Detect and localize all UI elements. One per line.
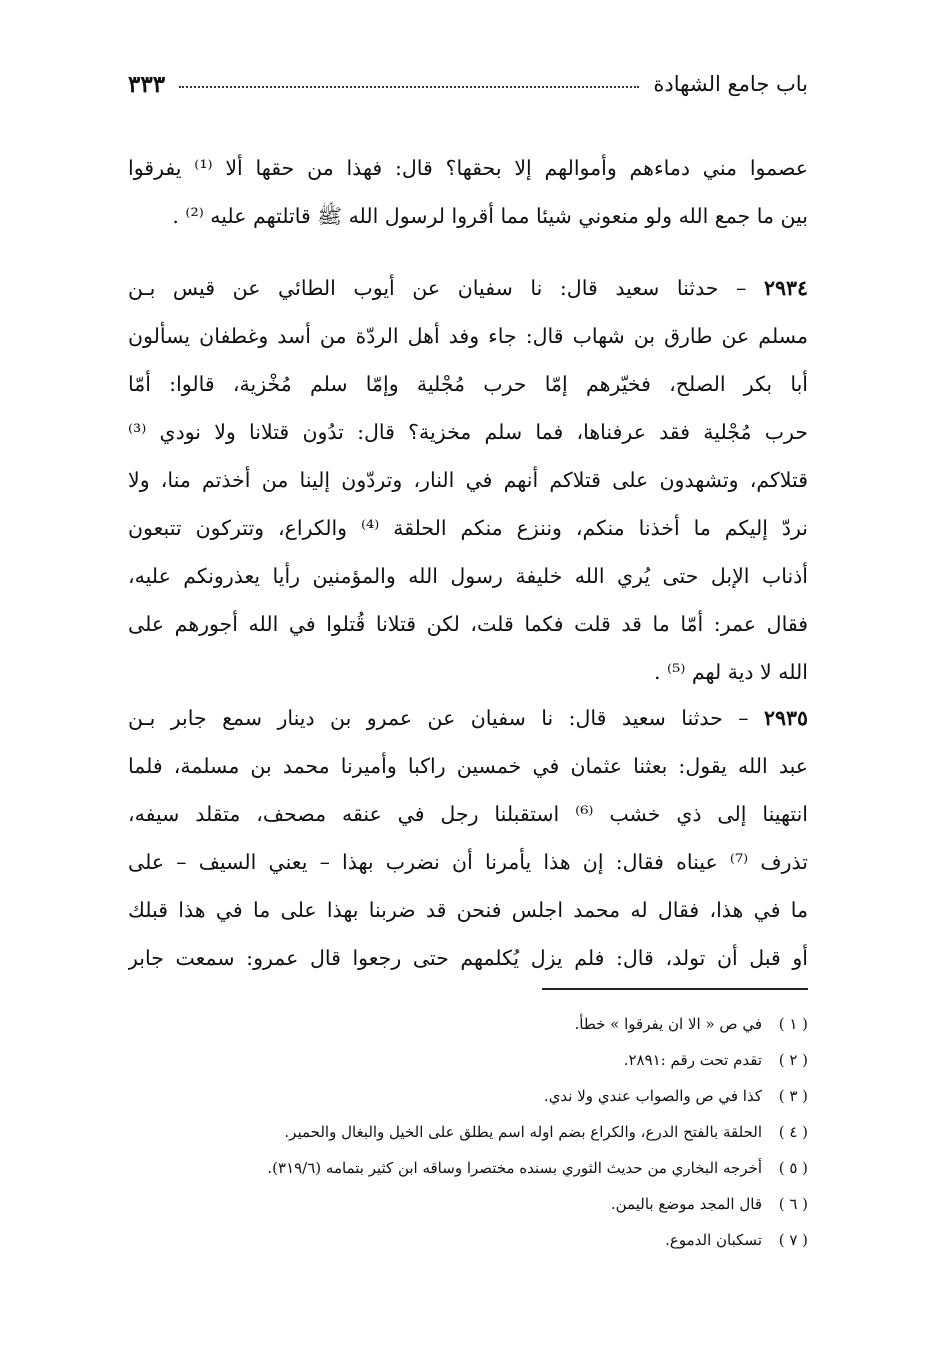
hadith-2934: [128, 264, 808, 696]
text-line: نردّ إليكم ما أخذنا منكم، وننزع منكم الحلقة ⁽⁴⁾ والكراع، وتتركون تتبعون: [128, 516, 808, 540]
running-header: [128, 66, 808, 102]
footnote-number: ( ٤ ): [778, 1123, 808, 1141]
footnote-text: قال المجد موضع باليمن.: [610, 1195, 762, 1213]
hadith-number: ٢٩٣٤: [763, 276, 808, 300]
footnote: [128, 1150, 808, 1186]
text-line: مسلم عن طارق بن شهاب قال: جاء وفد أهل الردّة من أسد وغطفان يسألون: [128, 324, 808, 348]
text-line: عصموا مني دماءهم وأموالهم إلا بحقها؟ قال: فهذا من حقها ألا ⁽¹⁾ يفرقوا: [128, 156, 808, 180]
text-line: [128, 264, 808, 312]
text-line: [128, 694, 808, 742]
text-line: عبد الله يقول: بعثنا عثمان في خمسين راكبا وأميرنا محمد بن مسلمة، فلما: [128, 754, 808, 778]
footnote: [128, 1006, 808, 1042]
footnote-number: ( ٥ ): [778, 1159, 808, 1177]
text-line: حرب مُجْلية فقد عرفناها، فما سلم مخزية؟ قال: تدُون قتلانا ولا نودي ⁽³⁾: [128, 420, 808, 444]
footnote-number: ( ٣ ): [778, 1087, 808, 1105]
chapter-title: باب جامع الشهادة: [653, 72, 808, 96]
text-line: الله لا دية لهم ⁽⁵⁾ .: [654, 660, 808, 684]
footnote: [128, 1078, 808, 1114]
footnote: [128, 1114, 808, 1150]
text-line: قتلاكم، وتشهدون على قتلاكم أنهم في النار، وتردّون إلينا من أخذتم منا، ولا: [128, 468, 808, 492]
header-dotted-leader: [179, 86, 639, 88]
footnote-text: تقدم تحت رقم :٢٨٩١.: [623, 1051, 762, 1069]
text-line: أذناب الإبل حتى يُري الله خليفة رسول الله والمؤمنين رأيا يعذرونكم عليه،: [128, 564, 808, 588]
text-line: أو قبل أن تولد، قال: فلم يزل يُكلمهم حتى رجعوا قال عمرو: سمعت جابر: [128, 946, 808, 970]
text-line: تذرف ⁽⁷⁾ عيناه فقال: إن هذا يأمرنا أن نضرب بهذا – يعني السيف – على: [128, 850, 808, 874]
footnotes: [128, 1006, 808, 1258]
footnote-number: ( ١ ): [778, 1015, 808, 1033]
footnote-text: أخرجه البخاري من حديث الثوري بسنده مختصرا وساقه ابن كثير بتمامه (٣١٩/٦).: [267, 1159, 762, 1177]
hadith-number: ٢٩٣٥: [763, 706, 808, 730]
footnote: [128, 1186, 808, 1222]
paragraph-continuation: [128, 144, 808, 240]
footnote-number: ( ٦ ): [778, 1195, 808, 1213]
footnote-separator: [542, 988, 808, 990]
footnote-text: تسكبان الدموع.: [665, 1231, 762, 1249]
footnote-text: في ص « الا ان يفرقوا » خطأ.: [574, 1015, 762, 1033]
footnote-number: ( ٧ ): [778, 1231, 808, 1249]
text-line: انتهينا إلى ذي خشب ⁽⁶⁾ استقبلنا رجل في عنقه مصحف، متقلد سيفه،: [128, 802, 808, 826]
page-number: ٣٣٣: [128, 70, 166, 98]
text-line: فقال عمر: أمّا ما قد قلت فكما قلت، لكن قتلانا قُتلوا في الله أجورهم على: [128, 612, 808, 636]
footnote-text: الحلقة بالفتح الدرع، والكراع بضم اوله اسم يطلق على الخيل والبغال والحمير.: [284, 1123, 762, 1141]
footnote-number: ( ٢ ): [778, 1051, 808, 1069]
text-line: بين ما جمع الله ولو منعوني شيئا مما أقروا لرسول الله ﷺ قاتلتهم عليه ⁽²⁾ .: [172, 204, 808, 228]
hadith-first-line: – حدثنا سعيد قال: نا سفيان عن عمرو بن دينار سمع جابر بـن: [128, 706, 749, 730]
hadith-2935: [128, 694, 808, 982]
footnote: [128, 1042, 808, 1078]
footnote: [128, 1222, 808, 1258]
text-line: أبا بكر الصلح، فخيّرهم إمّا حرب مُجْلية وإمّا سلم مُخْزية، قالوا: أمّا: [128, 372, 808, 396]
hadith-first-line: – حدثنا سعيد قال: نا سفيان عن أيوب الطائي عن قيس بـن: [128, 276, 747, 300]
text-line: ما في هذا، فقال له محمد اجلس فنحن قد ضربنا بهذا على ما في هذا قبلك: [128, 898, 808, 922]
footnote-text: كذا في ص والصواب عندي ولا ندي.: [543, 1087, 762, 1105]
